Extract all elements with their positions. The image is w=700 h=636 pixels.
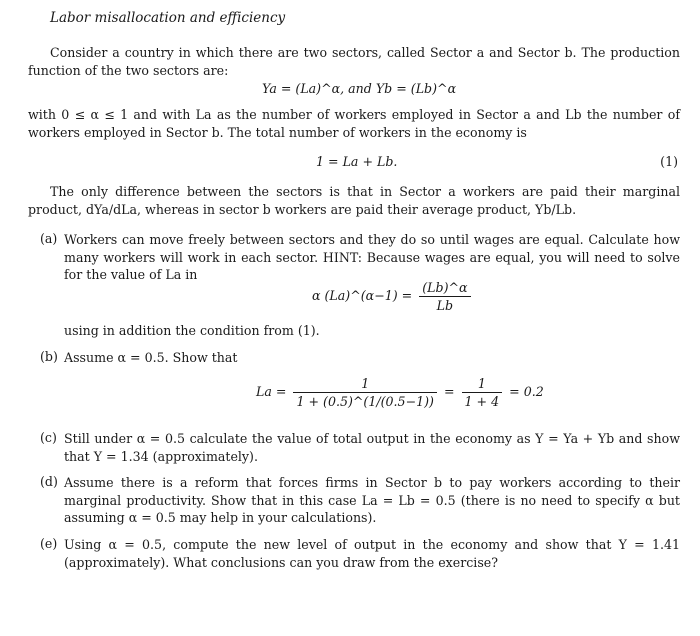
- part-a-after-text: using in addition the condition from (1).: [64, 323, 320, 338]
- labor-share-equals: =: [443, 384, 455, 399]
- part-e-text: Using α = 0.5, compute the new level of output in the economy and show that Y = 1.41 (approximately). What conclusions can you draw from the exercise?: [64, 537, 680, 570]
- production-function-equation: [262, 81, 456, 96]
- intro-paragraph-3: The only difference between the sectors is that in Sector a workers are paid their marginal product, dYa/dLa, whereas in sector b workers are paid their average product, Yb/Lb.: [28, 184, 680, 217]
- average-product-numerator: (Lb)^α: [419, 280, 470, 297]
- part-d-label: (d): [40, 474, 58, 489]
- production-function-text: Ya = (La)^α, and Yb = (Lb)^α: [262, 81, 457, 96]
- part-c-label: (c): [40, 430, 57, 445]
- part-a-text: Workers can move freely between sectors and they do so until wages are equal. Calculate how many workers will work in each sector. HINT: Because wages are equal, you will need to solve for the value of La in: [64, 232, 680, 282]
- part-d-text: Assume there is a reform that forces firms in Sector b to pay workers according to their marginal productivity. Show that in this case La = Lb = 0.5 (there is no need to specify α but assuming α = 0.5 may help in your calculations).: [64, 475, 680, 525]
- labor-share-fraction-1-numerator: 1: [293, 376, 436, 393]
- intro-paragraph-1: Consider a country in which there are two sectors, called Sector a and Sector b. The production function of the two sectors are:: [28, 45, 680, 78]
- average-product-denominator: Lb: [436, 298, 454, 313]
- equation-number: (1): [660, 154, 678, 169]
- intro-paragraph-2: with 0 ≤ α ≤ 1 and with La as the number of workers employed in Sector a and Lb the number of workers employed in Sector b. The total number of workers in the economy is: [28, 107, 680, 140]
- labor-share-fraction-2-numerator: 1: [462, 376, 503, 393]
- document-title: Labor misallocation and efficiency: [50, 10, 286, 26]
- part-e-label: (e): [40, 536, 58, 551]
- part-c-text: Still under α = 0.5 calculate the value of total output in the economy as Y = Ya + Yb and show that Y = 1.34 (approximately).: [64, 431, 680, 464]
- labor-share-lhs: La =: [256, 384, 287, 399]
- wage-equality-lhs: α (La)^(α−1) =: [312, 288, 413, 303]
- labor-share-fraction-1-denominator: 1 + (0.5)^(1/(0.5−1)): [296, 394, 434, 409]
- part-b-label: (b): [40, 349, 58, 364]
- labor-share-equation: [256, 376, 544, 409]
- wage-equality-equation: [312, 280, 474, 313]
- labor-share-fraction-2-denominator: 1 + 4: [464, 394, 500, 409]
- labor-share-result: = 0.2: [509, 384, 544, 399]
- labor-share-fraction-1: [293, 376, 436, 409]
- average-product-fraction: [419, 280, 470, 313]
- labor-share-fraction-2: [462, 376, 503, 409]
- part-b-text: Assume α = 0.5. Show that: [64, 350, 238, 365]
- part-a-label: (a): [40, 231, 58, 246]
- labor-constraint-equation: 1 = La + Lb.: [316, 154, 398, 169]
